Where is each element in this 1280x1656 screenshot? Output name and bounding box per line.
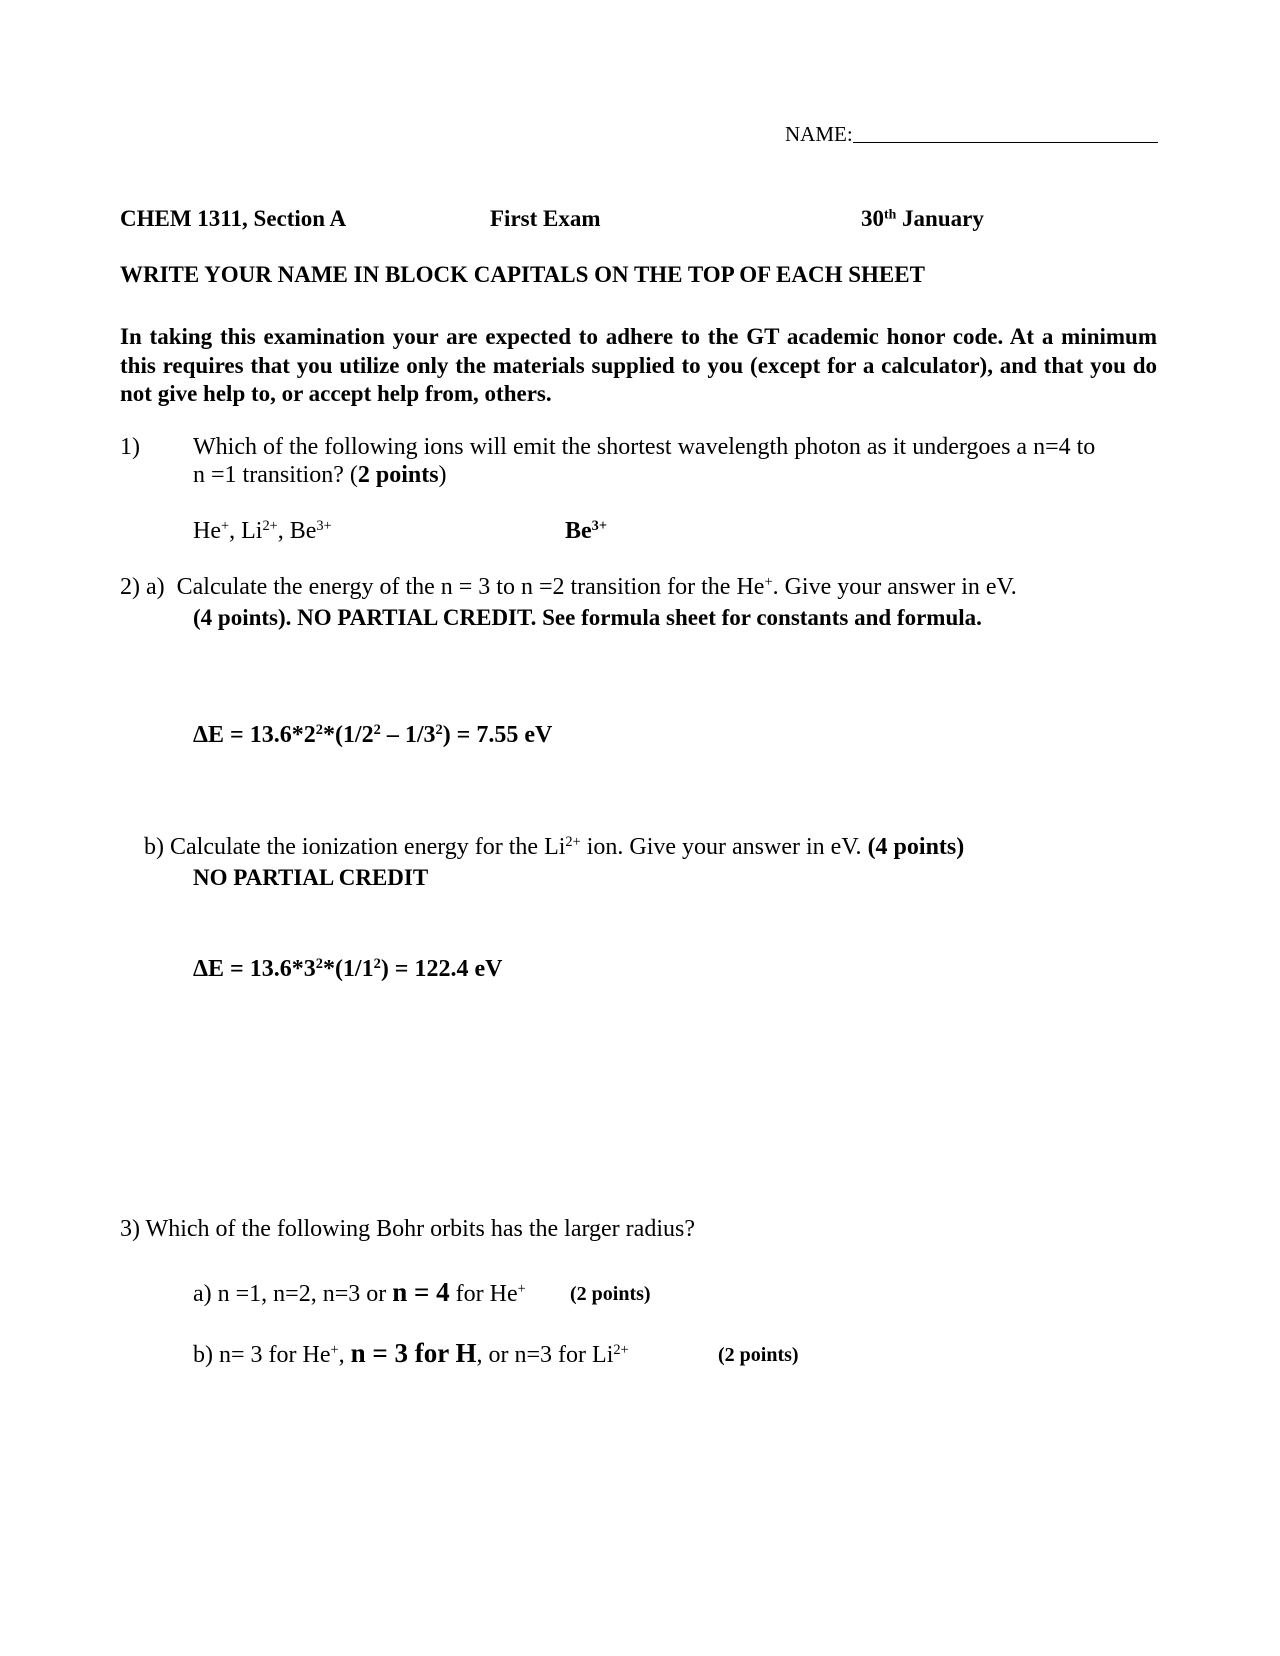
- q2a-text: 2) a) Calculate the energy of the n = 3 to n =2 transition for the He+. Give your answer in eV.: [120, 574, 1017, 600]
- name-field-line: [853, 142, 1158, 143]
- q3-question: 3) Which of the following Bohr orbits has the larger radius?: [120, 1216, 695, 1242]
- q2a-answer: $\Delta E = 13.6*2^2*(1/2^2 - 1/3^2) = 7.55$ eV: [193, 722, 553, 748]
- q2b-answer: $\Delta E = 13.6*3^2*(1/1^2) = 122.4$ eV: [193, 956, 503, 982]
- course-title: CHEM 1311, Section A: [120, 206, 347, 231]
- q3a-points: (2 points): [570, 1283, 651, 1305]
- instruction-text: WRITE YOUR NAME IN BLOCK CAPITALS ON THE TOP OF EACH SHEET: [120, 262, 925, 287]
- q3a-text: a) n =1, n=2, n=3 or n = 4 for He+: [193, 1277, 526, 1307]
- exam-date: 30th January: [861, 206, 984, 231]
- q1-text-line2: n =1 transition? (2 points): [193, 462, 447, 488]
- honor-code-paragraph: In taking this examination your are expected to adhere to the GT academic honor code. At a minimum this requires that you utilize only the materials supplied to you (except for a calculator), and that you do not give help to, or accept help from, others.: [120, 324, 1157, 406]
- exam-title: First Exam: [490, 206, 601, 231]
- q1-number: 1): [120, 434, 140, 460]
- q2b-instructions: NO PARTIAL CREDIT: [193, 865, 429, 890]
- q3b-points: (2 points): [718, 1344, 799, 1366]
- q3b-text: b) n= 3 for He+, n = 3 for H, or n=3 for $Li^{2+}$: [193, 1338, 629, 1368]
- q2b-text: b) Calculate the ionization energy for the $Li^{2+}$ ion. Give your answer in eV. (4 points): [144, 834, 965, 860]
- q1-choices: He+, $Li^{2+}$, $Be^{3+}$: [193, 518, 332, 544]
- q1-text-line1: Which of the following ions will emit the shortest wavelength photon as it undergoes a n=4 to: [193, 434, 1096, 460]
- name-label: NAME:: [785, 122, 853, 146]
- q2a-instructions: (4 points). NO PARTIAL CREDIT. See formula sheet for constants and formula.: [193, 605, 982, 630]
- q1-answer: $Be^{3+}$: [565, 518, 608, 544]
